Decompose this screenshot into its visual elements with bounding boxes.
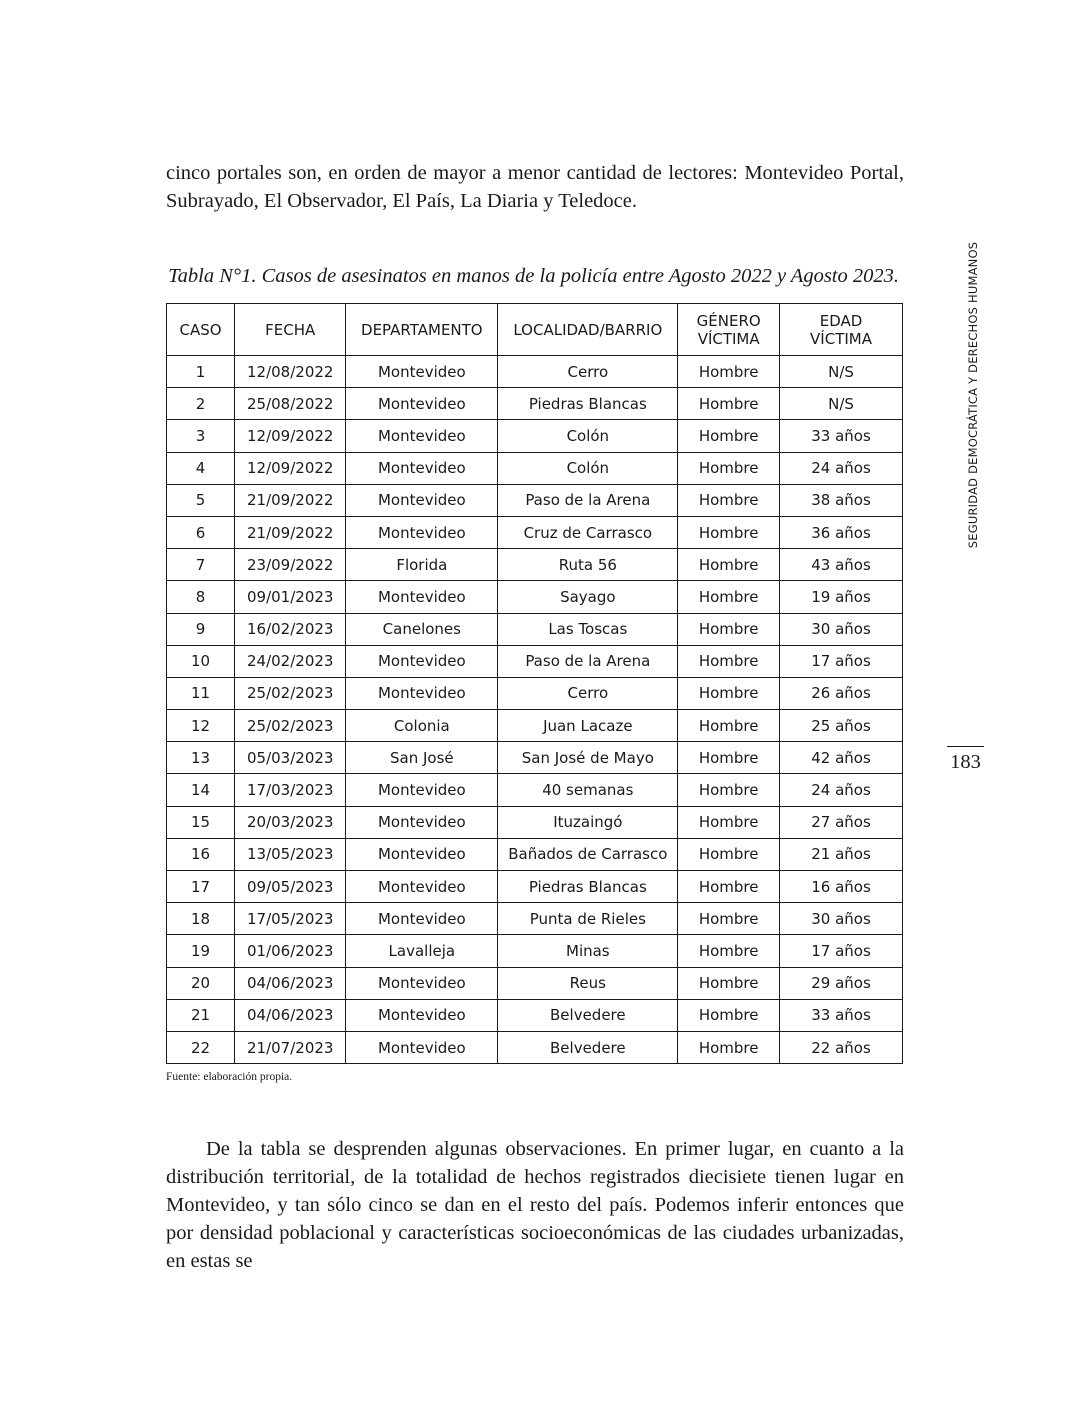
cell-edad: 25 años (780, 710, 903, 742)
table-row (167, 549, 903, 581)
table-row (167, 903, 903, 935)
cell-localidad: 40 semanas (498, 774, 678, 806)
cell-edad: 19 años (780, 581, 903, 613)
cell-localidad: Belvedere (498, 999, 678, 1031)
cell-edad: 21 años (780, 838, 903, 870)
cell-caso: 15 (167, 806, 235, 838)
column-header-genero: GÉNERO VÍCTIMA (678, 304, 780, 356)
cell-caso: 17 (167, 871, 235, 903)
cell-caso: 2 (167, 388, 235, 420)
cell-departamento: Montevideo (346, 838, 498, 870)
cell-caso: 14 (167, 774, 235, 806)
table-source-note: Fuente: elaboración propia. (166, 1071, 293, 1083)
column-header-caso: CASO (167, 304, 235, 356)
cell-genero: Hombre (678, 356, 780, 388)
cell-edad: 30 años (780, 613, 903, 645)
cell-edad: 17 años (780, 935, 903, 967)
cell-fecha: 21/09/2022 (235, 484, 346, 516)
cell-genero: Hombre (678, 999, 780, 1031)
header-row (167, 304, 903, 356)
cell-caso: 5 (167, 484, 235, 516)
cell-localidad: Ituzaingó (498, 806, 678, 838)
column-header-edad: EDAD VÍCTIMA (780, 304, 903, 356)
cell-departamento: Montevideo (346, 677, 498, 709)
cell-caso: 10 (167, 645, 235, 677)
cell-genero: Hombre (678, 742, 780, 774)
cell-fecha: 12/09/2022 (235, 420, 346, 452)
cell-caso: 1 (167, 356, 235, 388)
cell-departamento: Montevideo (346, 356, 498, 388)
table-row (167, 1031, 903, 1063)
cell-genero: Hombre (678, 484, 780, 516)
table-row (167, 871, 903, 903)
cell-fecha: 13/05/2023 (235, 838, 346, 870)
cell-fecha: 24/02/2023 (235, 645, 346, 677)
cell-genero: Hombre (678, 677, 780, 709)
cell-edad: 22 años (780, 1031, 903, 1063)
cell-fecha: 20/03/2023 (235, 806, 346, 838)
cell-edad: 36 años (780, 516, 903, 548)
cell-edad: 29 años (780, 967, 903, 999)
cell-caso: 20 (167, 967, 235, 999)
cell-departamento: Canelones (346, 613, 498, 645)
cell-genero: Hombre (678, 967, 780, 999)
cell-localidad: Las Toscas (498, 613, 678, 645)
cell-fecha: 21/09/2022 (235, 516, 346, 548)
cell-fecha: 21/07/2023 (235, 1031, 346, 1063)
cell-localidad: Cerro (498, 677, 678, 709)
cell-fecha: 01/06/2023 (235, 935, 346, 967)
table-row (167, 645, 903, 677)
cell-caso: 18 (167, 903, 235, 935)
table-row (167, 999, 903, 1031)
cell-localidad: Minas (498, 935, 678, 967)
cell-genero: Hombre (678, 613, 780, 645)
cell-edad: 33 años (780, 999, 903, 1031)
cell-fecha: 17/05/2023 (235, 903, 346, 935)
cell-departamento: Montevideo (346, 452, 498, 484)
table-row (167, 420, 903, 452)
table-row (167, 838, 903, 870)
cell-genero: Hombre (678, 581, 780, 613)
cell-localidad: Cerro (498, 356, 678, 388)
table-row (167, 613, 903, 645)
cell-edad: 27 años (780, 806, 903, 838)
cell-departamento: Montevideo (346, 967, 498, 999)
cell-localidad: Colón (498, 452, 678, 484)
cell-edad: 26 años (780, 677, 903, 709)
cell-genero: Hombre (678, 1031, 780, 1063)
cell-fecha: 25/02/2023 (235, 677, 346, 709)
table-row (167, 935, 903, 967)
cell-localidad: Piedras Blancas (498, 871, 678, 903)
cell-caso: 8 (167, 581, 235, 613)
cell-genero: Hombre (678, 935, 780, 967)
cell-departamento: Montevideo (346, 484, 498, 516)
cell-fecha: 25/02/2023 (235, 710, 346, 742)
cell-localidad: Paso de la Arena (498, 484, 678, 516)
page-number: 183 (950, 751, 981, 773)
cell-caso: 19 (167, 935, 235, 967)
table-row (167, 356, 903, 388)
cell-fecha: 17/03/2023 (235, 774, 346, 806)
cell-departamento: Montevideo (346, 388, 498, 420)
cell-localidad: Piedras Blancas (498, 388, 678, 420)
cases-table (166, 303, 903, 1064)
table-row (167, 388, 903, 420)
cell-localidad: Cruz de Carrasco (498, 516, 678, 548)
cell-edad: 30 años (780, 903, 903, 935)
cell-genero: Hombre (678, 516, 780, 548)
table-row (167, 484, 903, 516)
table-header (167, 304, 903, 356)
cell-localidad: Juan Lacaze (498, 710, 678, 742)
cell-departamento: Montevideo (346, 999, 498, 1031)
column-header-fecha: FECHA (235, 304, 346, 356)
cell-genero: Hombre (678, 903, 780, 935)
cell-departamento: San José (346, 742, 498, 774)
cell-edad: N/S (780, 388, 903, 420)
body-paragraph-bottom: De la tabla se desprenden algunas observaciones. En primer lugar, en cuanto a la distribución territorial, de la totalidad de hechos registrados diecisiete tienen lugar en Montevideo, y tan sólo cinco se dan en el resto del país. Podemos inferir entonces que por densidad poblacional y características socioeconómicas de las ciudades urbanizadas, en estas se (166, 1138, 904, 1272)
table-row (167, 774, 903, 806)
cell-departamento: Montevideo (346, 420, 498, 452)
cell-localidad: San José de Mayo (498, 742, 678, 774)
cell-genero: Hombre (678, 645, 780, 677)
table-body (167, 356, 903, 1064)
table-row (167, 710, 903, 742)
cell-genero: Hombre (678, 838, 780, 870)
table-caption: Tabla N°1. Casos de asesinatos en manos de la policía entre Agosto 2022 y Agosto 2023. (168, 265, 899, 287)
cell-departamento: Colonia (346, 710, 498, 742)
cell-localidad: Belvedere (498, 1031, 678, 1063)
cell-fecha: 04/06/2023 (235, 999, 346, 1031)
cell-caso: 21 (167, 999, 235, 1031)
cell-fecha: 12/08/2022 (235, 356, 346, 388)
cell-departamento: Montevideo (346, 871, 498, 903)
cell-fecha: 23/09/2022 (235, 549, 346, 581)
cell-genero: Hombre (678, 710, 780, 742)
cell-edad: 38 años (780, 484, 903, 516)
cell-caso: 4 (167, 452, 235, 484)
column-header-localidad: LOCALIDAD/BARRIO (498, 304, 678, 356)
cell-fecha: 12/09/2022 (235, 452, 346, 484)
cell-genero: Hombre (678, 549, 780, 581)
page-number-rule (947, 746, 984, 747)
cell-localidad: Reus (498, 967, 678, 999)
cell-genero: Hombre (678, 420, 780, 452)
cell-fecha: 04/06/2023 (235, 967, 346, 999)
cell-departamento: Florida (346, 549, 498, 581)
cell-edad: N/S (780, 356, 903, 388)
cell-departamento: Lavalleja (346, 935, 498, 967)
column-header-departamento: DEPARTAMENTO (346, 304, 498, 356)
cell-caso: 22 (167, 1031, 235, 1063)
cell-edad: 16 años (780, 871, 903, 903)
cell-localidad: Sayago (498, 581, 678, 613)
cell-caso: 7 (167, 549, 235, 581)
cell-edad: 33 años (780, 420, 903, 452)
table-row (167, 806, 903, 838)
cell-caso: 16 (167, 838, 235, 870)
cell-edad: 17 años (780, 645, 903, 677)
cell-edad: 43 años (780, 549, 903, 581)
table-row (167, 516, 903, 548)
cell-caso: 6 (167, 516, 235, 548)
cell-localidad: Colón (498, 420, 678, 452)
body-paragraph-top: cinco portales son, en orden de mayor a menor cantidad de lectores: Montevideo Portal, Subrayado, El Observador, El País, La Diaria y Teledoce. (166, 162, 904, 212)
cell-fecha: 25/08/2022 (235, 388, 346, 420)
cell-departamento: Montevideo (346, 1031, 498, 1063)
cell-localidad: Bañados de Carrasco (498, 838, 678, 870)
table-row (167, 677, 903, 709)
cell-fecha: 16/02/2023 (235, 613, 346, 645)
cell-fecha: 09/05/2023 (235, 871, 346, 903)
cell-edad: 24 años (780, 452, 903, 484)
cell-caso: 3 (167, 420, 235, 452)
table-row (167, 581, 903, 613)
cell-departamento: Montevideo (346, 806, 498, 838)
cell-edad: 42 años (780, 742, 903, 774)
cell-departamento: Montevideo (346, 516, 498, 548)
cell-genero: Hombre (678, 806, 780, 838)
table-row (167, 742, 903, 774)
cell-departamento: Montevideo (346, 903, 498, 935)
cell-genero: Hombre (678, 388, 780, 420)
cell-caso: 11 (167, 677, 235, 709)
cell-genero: Hombre (678, 871, 780, 903)
table-row (167, 967, 903, 999)
cell-fecha: 09/01/2023 (235, 581, 346, 613)
cell-localidad: Punta de Rieles (498, 903, 678, 935)
cell-caso: 13 (167, 742, 235, 774)
cell-genero: Hombre (678, 452, 780, 484)
cell-edad: 24 años (780, 774, 903, 806)
cell-departamento: Montevideo (346, 774, 498, 806)
cell-departamento: Montevideo (346, 645, 498, 677)
cell-fecha: 05/03/2023 (235, 742, 346, 774)
cell-localidad: Paso de la Arena (498, 645, 678, 677)
running-head: SEGURIDAD DEMOCRÁTICA Y DERECHOS HUMANOS (966, 241, 980, 549)
table-row (167, 452, 903, 484)
cell-caso: 12 (167, 710, 235, 742)
cell-genero: Hombre (678, 774, 780, 806)
cell-localidad: Ruta 56 (498, 549, 678, 581)
cell-departamento: Montevideo (346, 581, 498, 613)
cell-caso: 9 (167, 613, 235, 645)
